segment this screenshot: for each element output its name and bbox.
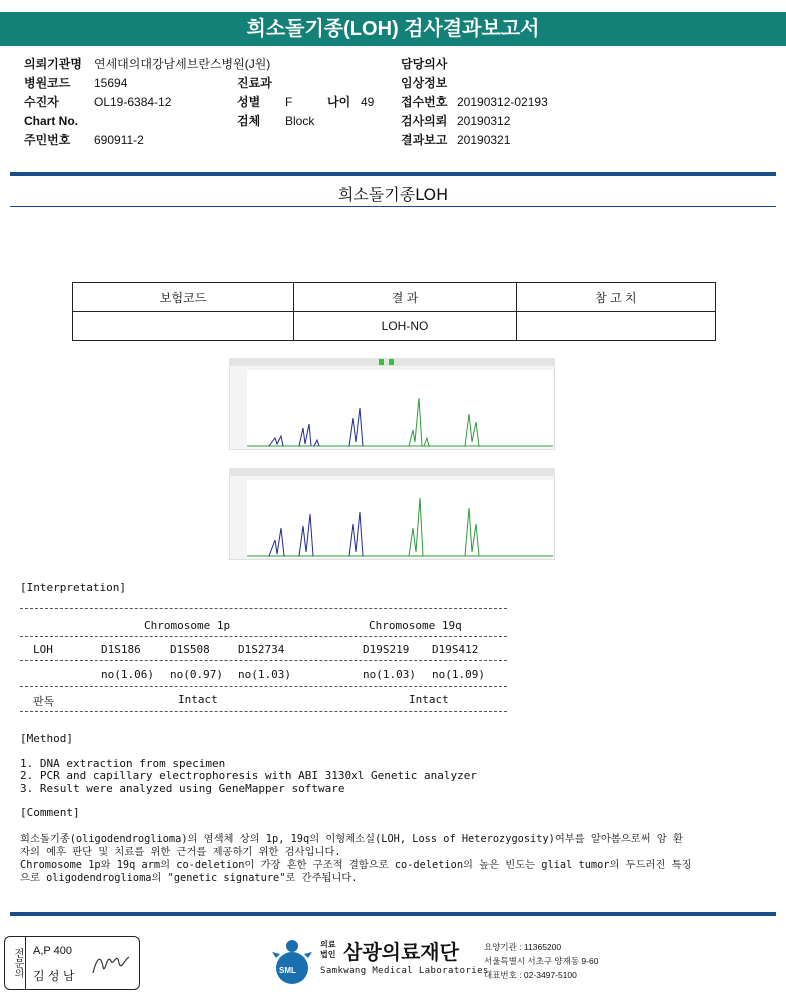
insurance-table bbox=[72, 282, 716, 341]
header-divider bbox=[10, 172, 776, 176]
institution-label: 의뢰기관명 bbox=[24, 57, 82, 71]
marker-d19s219: D19S219 bbox=[363, 643, 410, 656]
header-result: 결 과 bbox=[294, 283, 517, 312]
org-small-label bbox=[320, 940, 335, 960]
comment-line-4: 으로 oligodendroglioma의 "genetic signature"로 간주됩니다. bbox=[20, 872, 358, 884]
method-line-2: 2. PCR and capillary electrophoresis with ABI 3130xl Genetic analyzer bbox=[20, 769, 477, 782]
chart-label: Chart No. bbox=[24, 114, 78, 128]
org-contact bbox=[484, 940, 598, 982]
loh-label: LOH bbox=[33, 643, 53, 656]
org-phone: 대표번호 : 02-3497-5100 bbox=[484, 970, 577, 980]
table-row bbox=[73, 312, 716, 341]
method-line-3: 3. Result were analyzed using GeneMapper software bbox=[20, 782, 345, 795]
judgment-1p: Intact bbox=[178, 693, 218, 706]
hospital-code-label: 병원코드 bbox=[24, 76, 71, 90]
signature-icon bbox=[89, 947, 133, 979]
report-label: 결과보고 bbox=[401, 133, 448, 147]
specimen-label: 검체 bbox=[237, 114, 261, 128]
marker-d1s508: D1S508 bbox=[170, 643, 210, 656]
chr19-header: Chromosome 19q bbox=[369, 619, 462, 632]
info-col-2 bbox=[237, 74, 374, 131]
specialist-label: 전문의 bbox=[5, 937, 26, 989]
patient-value: OL19-6384-12 bbox=[94, 95, 172, 109]
electropherogram-bottom bbox=[229, 468, 555, 560]
comment-line-2: 자의 예후 판단 및 치료를 위한 근거를 제공하기 위한 검사입니다. bbox=[20, 846, 341, 858]
request-label: 검사의뢰 bbox=[401, 114, 448, 128]
org-english-name: Samkwang Medical Laboratories bbox=[320, 966, 489, 976]
sml-logo-icon bbox=[270, 938, 314, 986]
resident-label: 주민번호 bbox=[24, 133, 71, 147]
value-d19s219: no(1.03) bbox=[363, 668, 416, 681]
header-reference: 참 고 치 bbox=[516, 283, 715, 312]
cell-reference bbox=[516, 312, 715, 341]
table-header-row bbox=[73, 283, 716, 312]
electropherogram-top bbox=[229, 358, 555, 450]
doctor-name: 김 성 남 bbox=[33, 969, 75, 983]
age-value: 49 bbox=[361, 95, 375, 109]
dash-line-1 bbox=[20, 608, 507, 609]
request-value: 20190312 bbox=[457, 114, 511, 128]
specialist-box bbox=[4, 936, 140, 990]
marker-d1s2734: D1S2734 bbox=[238, 643, 285, 656]
interpretation-heading: [Interpretation] bbox=[20, 581, 126, 594]
info-col-1 bbox=[24, 55, 270, 150]
org-small-1: 의료 bbox=[320, 940, 336, 949]
sex-value: F bbox=[285, 95, 293, 109]
sml-logo-text: SML bbox=[279, 966, 296, 975]
section-title: 희소돌기종LOH bbox=[337, 185, 449, 204]
sex-label: 성별 bbox=[237, 95, 261, 109]
report-value: 20190321 bbox=[457, 133, 511, 147]
org-name: 삼광의료재단 bbox=[343, 942, 459, 964]
comment-heading: [Comment] bbox=[20, 806, 80, 819]
institution-value: 연세대의대강남세브란스병원(J원) bbox=[94, 57, 271, 71]
dash-line-3 bbox=[20, 660, 507, 661]
institution-code: 요양기관 : 11365200 bbox=[484, 942, 562, 952]
chr1-header: Chromosome 1p bbox=[144, 619, 231, 632]
specimen-value: Block bbox=[285, 114, 315, 128]
comment-line-3: Chromosome 1p와 19q arm의 co-deletion이 가장 흔한 구조적 결함으로 co-deletion의 높은 빈도는 glial tumor의 두드러진 특징 bbox=[20, 859, 692, 871]
info-col-3 bbox=[401, 55, 548, 150]
comment-line-1: 희소돌기종(oligodendroglioma)의 염색체 상의 1p, 19q의 이형체소실(LOH, Loss of Heterozygosity)여부를 알아봄으로써 암 환 bbox=[20, 833, 683, 845]
org-address: 서울특별시 서초구 양재동 9-60 bbox=[484, 956, 599, 966]
judgment-label: 판독 bbox=[33, 695, 55, 708]
cell-insurance-code bbox=[73, 312, 294, 341]
org-small-2: 법인 bbox=[320, 950, 336, 959]
accession-label: 접수번호 bbox=[401, 95, 448, 109]
doctor-label: 담당의사 bbox=[401, 57, 448, 71]
judgment-19q: Intact bbox=[409, 693, 449, 706]
patient-label: 수진자 bbox=[24, 95, 59, 109]
report-title: 희소돌기종(LOH) 검사결과보고서 bbox=[0, 12, 786, 46]
clinical-label: 임상정보 bbox=[401, 76, 448, 90]
method-line-1: 1. DNA extraction from specimen bbox=[20, 757, 226, 770]
footer-divider bbox=[10, 912, 776, 916]
value-d1s508: no(0.97) bbox=[170, 668, 223, 681]
method-heading: [Method] bbox=[20, 732, 73, 745]
marker-d19s412: D19S412 bbox=[432, 643, 479, 656]
age-label: 나이 bbox=[327, 95, 351, 109]
dept-label: 진료과 bbox=[237, 76, 272, 90]
header-insurance-code: 보험코드 bbox=[73, 283, 294, 312]
value-d19s412: no(1.09) bbox=[432, 668, 485, 681]
value-d1s2734: no(1.03) bbox=[238, 668, 291, 681]
dash-line-2 bbox=[20, 636, 507, 637]
resident-value: 690911-2 bbox=[94, 133, 144, 147]
accession-value: 20190312-02193 bbox=[457, 95, 548, 109]
marker-d1s186: D1S186 bbox=[101, 643, 141, 656]
doctor-code: A,P 400 bbox=[33, 945, 72, 957]
dash-line-4 bbox=[20, 686, 507, 687]
cell-result: LOH-NO bbox=[294, 312, 517, 341]
dash-line-5 bbox=[20, 711, 507, 712]
hospital-code-value: 15694 bbox=[94, 76, 128, 90]
value-d1s186: no(1.06) bbox=[101, 668, 154, 681]
section-underline bbox=[10, 206, 776, 207]
